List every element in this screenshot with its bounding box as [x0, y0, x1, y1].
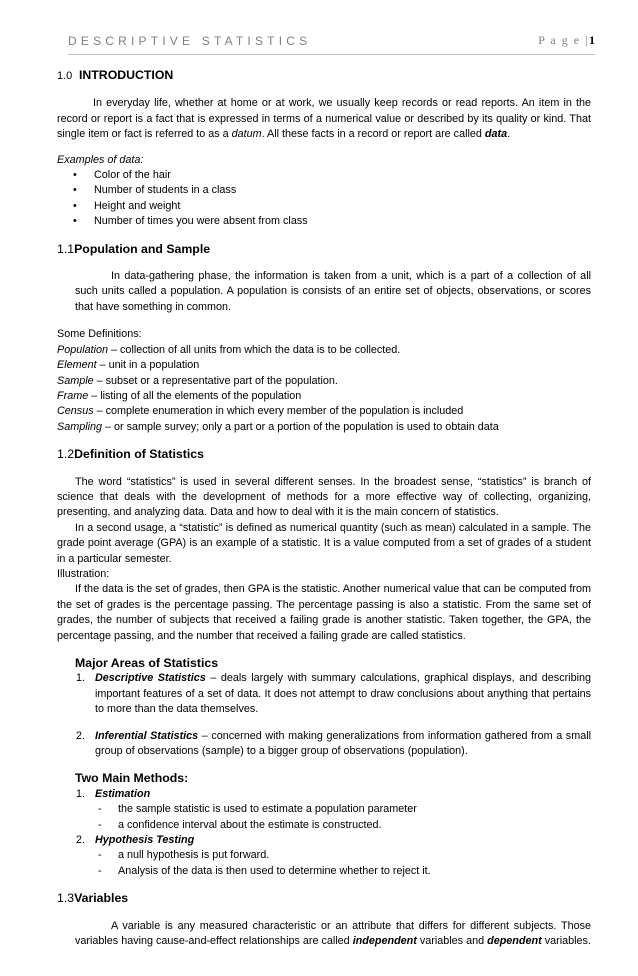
term-dependent: dependent	[487, 935, 542, 948]
page-number-value: 1	[589, 33, 595, 47]
section-number: 1.0	[57, 70, 73, 82]
list-item: • Number of students in a class	[57, 183, 591, 198]
section-heading-variables	[57, 891, 591, 906]
list-item: • Height and weight	[57, 199, 591, 214]
list-item: 2. Inferential Statistics – concerned with making generalizations from information gathered from a small group of observations (sample) to a bigger group of observations (population).	[76, 729, 591, 758]
methods-list	[57, 787, 591, 802]
section-title: INTRODUCTION	[79, 68, 174, 82]
page-header	[68, 34, 595, 55]
section-number: 1.3	[57, 891, 75, 906]
list-item: - a confidence interval about the estimate is constructed.	[57, 818, 591, 833]
two-methods-heading: Two Main Methods:	[75, 771, 189, 786]
term-data: data	[484, 128, 508, 141]
section-heading-introduction	[57, 68, 591, 84]
list-item: - a null hypothesis is put forward.	[57, 848, 591, 863]
section-title: Population and Sample	[74, 241, 211, 256]
list-item: 1. Estimation	[76, 787, 151, 800]
variables-paragraph: A variable is any measured characteristic or an attribute that differs for different subjects. Those variables having cause-and-effect relationships are called independent variables and dependent variables.	[75, 919, 591, 948]
page-label: P a g e |	[538, 33, 589, 47]
header-title: DESCRIPTIVE STATISTICS	[68, 34, 312, 48]
list-item: • Color of the hair	[57, 168, 591, 183]
major-areas-list	[57, 671, 591, 759]
section-heading-population	[57, 242, 591, 257]
list-item: - Analysis of the data is then used to determine whether to reject it.	[57, 864, 591, 879]
document-body	[57, 62, 591, 950]
examples-list	[57, 168, 591, 230]
page-number	[538, 33, 595, 48]
intro-text-end: .	[507, 128, 511, 141]
section-heading-definition	[57, 447, 591, 462]
definition-item: Sampling – or sample survey; only a part or a portion of the population is used to obtain data	[57, 420, 499, 433]
list-item: - the sample statistic is used to estimate a population parameter	[57, 802, 591, 817]
major-areas-heading: Major Areas of Statistics	[75, 656, 219, 670]
definitions-heading: Some Definitions:	[57, 328, 142, 341]
list-item: 1. Descriptive Statistics – deals largely with summary calculations, graphical displays, and describing important features of a set of data. It does not attempt to draw conclusions about anything that pertains to more than the data themselves.	[76, 672, 591, 716]
term-datum: datum	[231, 128, 262, 141]
list-item: 2. Hypothesis Testing	[76, 834, 195, 847]
methods-list-2	[57, 833, 591, 848]
hypothesis-sublist	[57, 848, 591, 879]
intro-paragraph	[57, 96, 591, 142]
definitions-list	[57, 343, 591, 435]
population-paragraph: In data-gathering phase, the information is taken from a unit, which is a part of a collection of all such units called a population. A population is consists of an entire set of objects, observations, or scores that have something in common.	[75, 270, 591, 313]
section-number: 1.1	[57, 241, 75, 256]
definition-item: Element – unit in a population	[57, 359, 200, 372]
term-independent: independent	[352, 935, 417, 948]
intro-text: In everyday life, whether at home or at work, we usually keep records or read reports. An item in the record or report is a fact that is expressed in terms of a numerical value or described by its quality or kind. That single item or fact is referred to as a	[57, 97, 591, 141]
statistics-paragraph-1: The word “statistics” is used in several different senses. In the broadest sense, “statistics” is branch of science that deals with the development of methods for a more effective way of collecting, organizing, presenting, and analyzing data. Data and how to deal with it is the main concern of statistics.	[57, 475, 591, 519]
list-item: • Number of times you were absent from class	[57, 214, 591, 229]
examples-heading: Examples of data:	[57, 153, 144, 166]
intro-text-mid: . All these facts in a record or report are called	[261, 128, 485, 141]
section-number: 1.2	[57, 447, 75, 462]
section-title: Definition of Statistics	[74, 447, 204, 462]
illustration-label: Illustration:	[57, 567, 110, 580]
statistics-paragraph-2: In a second usage, a “statistic” is defined as numerical quantity (such as mean) calculated in a sample. The grade point average (GPA) is an example of a statistic. It is a value computed from a set of grades of a student in a particular semester.	[57, 521, 591, 565]
definition-item: Sample – subset or a representative part of the population.	[57, 374, 338, 387]
definition-item: Census – complete enumeration in which every member of the population is included	[57, 405, 464, 418]
definition-item: Population – collection of all units from which the data is to be collected.	[57, 343, 401, 356]
section-title: Variables	[74, 891, 129, 906]
definition-item: Frame – listing of all the elements of the population	[57, 389, 302, 402]
illustration-paragraph: If the data is the set of grades, then GPA is the statistic. Another numerical value that can be computed from the set of grades is the percentage passing. The percentage passing is also a statistic. From the same set of grades, the number of subjects that received a failing grade is another statistic. Taken together, the GPA, the percentage passing, and the number that received a failing grade are called statistics.	[57, 583, 591, 642]
estimation-sublist	[57, 802, 591, 833]
